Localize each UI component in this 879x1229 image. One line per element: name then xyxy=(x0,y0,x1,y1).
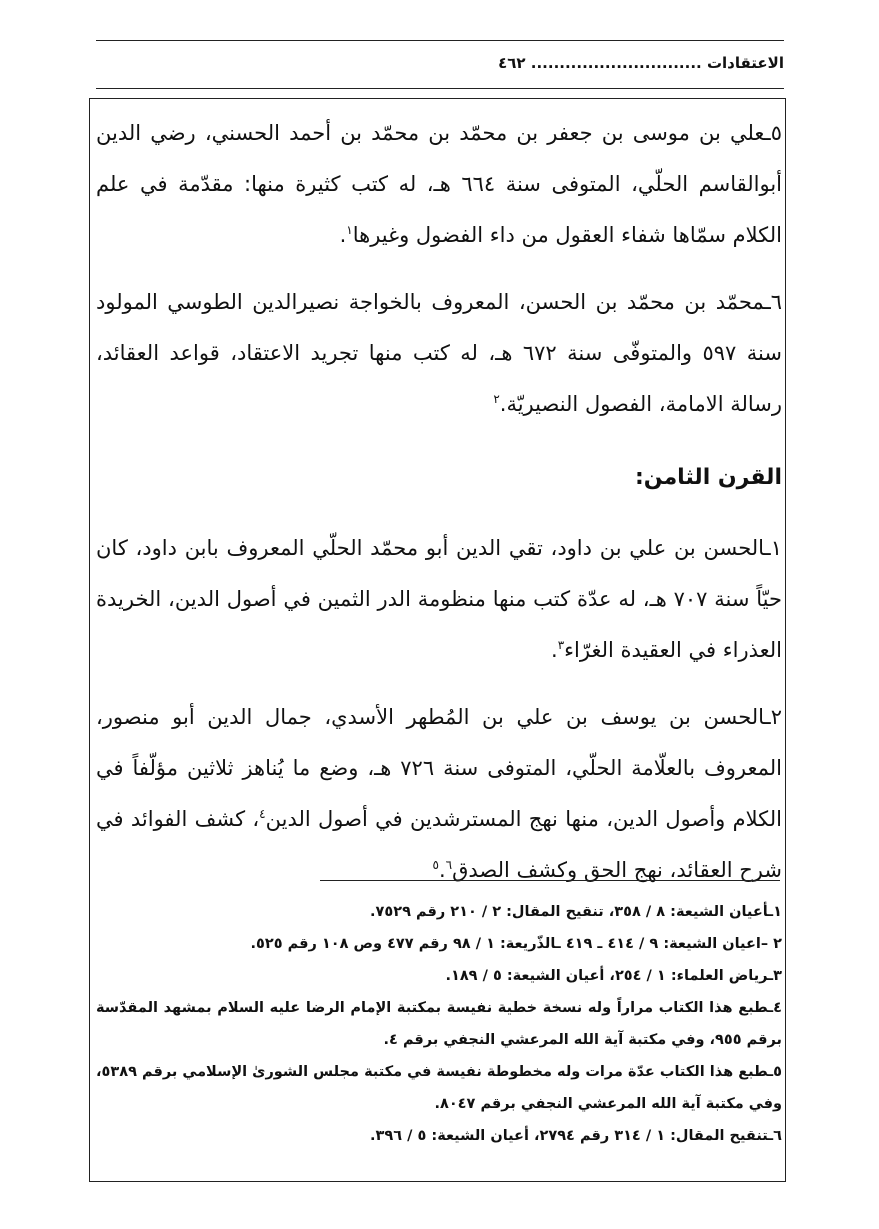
footnote-2: ٢ –اعيان الشيعة: ٩ / ٤١٤ ـ ٤١٩ ـالذّريعة: ١ / ٩٨ رقم ٤٧٧ وص ١٠٨ رقم ٥٢٥. xyxy=(250,936,782,952)
footnote-separator xyxy=(320,880,780,881)
entry-8-2-suffix: . xyxy=(438,858,446,882)
footnote-ref-4: ٤ xyxy=(259,807,266,821)
entry-8-1 xyxy=(96,523,782,676)
entry-8-2-text2: ، كشف الفوائد في شرح العقائد، نهج الحق وكشف الصدق xyxy=(96,807,782,882)
entry-6 xyxy=(96,277,782,430)
footnote-ref-2: ٢ xyxy=(493,392,500,406)
running-title xyxy=(96,54,784,72)
footnote-4: ٤ـطبع هذا الكتاب مراراً وله نسخة خطية نفيسة بمكتبة الإمام الرضا عليه السلام بمشهد المقدّسة برقم ٩٥٥، وفي مكتبة آية الله المرعشي النجفي برقم ٤. xyxy=(96,1000,782,1048)
entry-5-text: ٥ـعلي بن موسى بن جعفر بن محمّد بن محمّد بن أحمد الحسني، رضي الدين أبوالقاسم الحلّي، المتوفى سنة ٦٦٤ هـ، له كتب كثيرة منها: مقدّمة في علم الكلام سمّاها شفاء العقول من داء الفضول وغيرها xyxy=(96,121,782,247)
footnote-6: ٦ـتنقيح المقال: ١ / ٣١٤ رقم ٢٧٩٤، أعيان الشيعة: ٥ / ٣٩٦. xyxy=(370,1128,782,1144)
footnote-ref-5: ٥ xyxy=(432,858,439,872)
main-text xyxy=(96,108,782,896)
entry-8-1-text: ١ـالحسن بن علي بن داود، تقي الدين أبو محمّد الحلّي المعروف بابن داود، كان حيّاً سنة ٧٠٧ هـ، له عدّة كتب منها منظومة الدر الثمين في أصول الدين، الخريدة العذراء في العقيدة الغرّاء xyxy=(96,536,782,662)
footnote-ref-6: ٦ xyxy=(445,858,453,872)
header-bottom-rule xyxy=(96,88,784,89)
running-title-dots: .............................. xyxy=(530,54,702,72)
entry-8-1-suffix: . xyxy=(551,638,558,662)
footnote-5: ٥ـطبع هذا الكتاب عدّة مرات وله مخطوطة نفيسة في مكتبة مجلس الشورىٰ الإسلامي برقم ٥٣٨٩، وفي مكتبة آية الله المرعشي النجفي برقم ٨٠٤٧. xyxy=(96,1064,782,1112)
header-top-rule xyxy=(96,40,784,41)
footnotes xyxy=(96,896,782,1152)
page-header xyxy=(96,40,784,90)
section-heading: القرن الثامن: xyxy=(634,465,782,490)
footnote-3: ٣ـرياض العلماء: ١ / ٢٥٤، أعيان الشيعة: ٥ / ١٨٩. xyxy=(445,968,782,984)
entry-8-2 xyxy=(96,692,782,896)
page-number: ٤٦٢ xyxy=(498,54,526,72)
entry-6-text: ٦ـمحمّد بن محمّد بن الحسن، المعروف بالخواجة نصيرالدين الطوسي المولود سنة ٥٩٧ والمتوفّى سنة ٦٧٢ هـ، له كتب منها تجريد الاعتقاد، قواعد العقائد، رسالة الامامة، الفصول النصيريّة. xyxy=(96,290,782,416)
footnote-ref-3: ٣ xyxy=(557,638,565,652)
footnote-ref-1: ١ xyxy=(346,223,353,237)
entry-5: ٥ـعلي بن موسى بن جعفر بن محمّد بن محمّد بن أحمد الحسني، رضي الدين أبوالقاسم الحلّي، المتوفى سنة ٦٦٤ هـ، له كتب كثيرة منها: مقدّمة في علم الكلام سمّاها شفاء العقول من داء الفضول وغيرها$^١$. xyxy=(96,121,782,247)
running-title-text: الاعتقادات xyxy=(706,54,784,72)
entry-8-2-text: ٢ـالحسن بن يوسف بن علي بن المُطهر الأسدي، جمال الدين أبو منصور، المعروف بالعلّامة الحلّي، المتوفى سنة ٧٢٦ هـ، وضع ما يُناهز ثلاثين مؤلّفاً في الكلام وأصول الدين، منها نهج المسترشدين في أصول الدين xyxy=(96,705,782,831)
footnote-1: ١ـأعيان الشيعة: ٨ / ٣٥٨، تنقيح المقال: ٢ / ٢١٠ رقم ٧٥٢٩. xyxy=(370,904,782,920)
